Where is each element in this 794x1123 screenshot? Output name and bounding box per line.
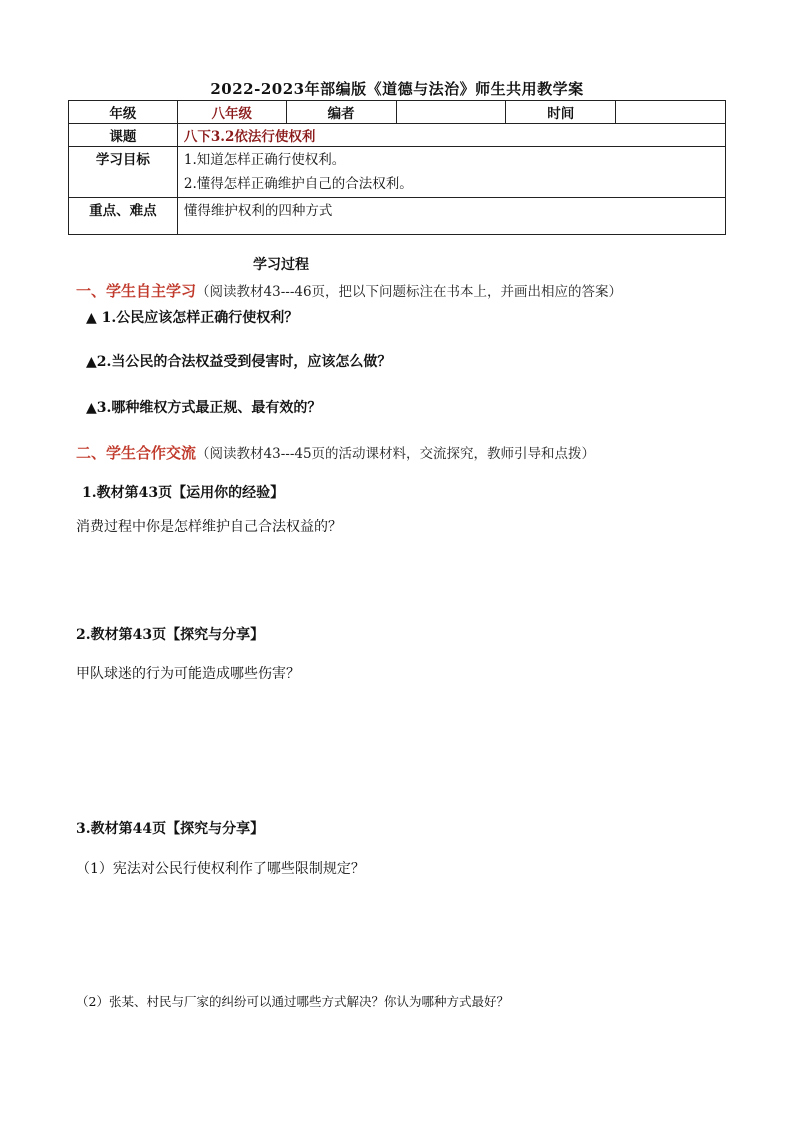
key-label: 重点、难点: [69, 198, 178, 235]
self-study-question: ▲3.哪种维权方式最正规、最有效的？: [86, 400, 322, 416]
process-title: 学习过程: [253, 257, 309, 273]
activity-title: 2.教材第43页【探究与分享】: [76, 627, 265, 643]
activity-question: （1）宪法对公民行使权利作了哪些限制规定？: [76, 861, 365, 877]
self-study-question: ▲ 1.公民应该怎样正确行使权利？: [86, 310, 299, 326]
activity-title: 1.教材第43页【运用你的经验】: [82, 485, 285, 501]
section2-header: [76, 442, 595, 463]
grade-label: 年级: [69, 101, 178, 124]
topic-value: 八下3.2依法行使权利: [177, 124, 725, 147]
page-title: 2022-2023年部编版《道德与法治》师生共用教学案: [210, 80, 584, 98]
activity-question: 甲队球迷的行为可能造成哪些伤害？: [76, 666, 300, 682]
activity-question: 消费过程中你是怎样维护自己合法权益的？: [76, 519, 342, 535]
self-study-question: ▲2.当公民的合法权益受到侵害时，应该怎么做？: [86, 354, 392, 370]
section2-note: （阅读教材43---45页的活动课材料，交流探究，教师引导和点拨）: [196, 446, 596, 462]
section1-heading: 一、学生自主学习: [76, 282, 197, 300]
editor-value: [396, 101, 506, 124]
activity-title: 3.教材第44页【探究与分享】: [76, 821, 265, 837]
goal-item: 2.懂得怎样正确维护自己的合法权利。: [183, 176, 413, 192]
time-value: [616, 101, 726, 124]
editor-label: 编者: [286, 101, 396, 124]
activity-question: （2）张某、村民与厂家的纠纷可以通过哪些方式解决？你认为哪种方式最好？: [76, 994, 509, 1009]
section2-heading: 二、学生合作交流: [76, 444, 197, 462]
section1-header: [76, 280, 622, 301]
time-label: 时间: [506, 101, 616, 124]
topic-label: 课题: [69, 124, 178, 147]
key-value: 懂得维护权利的四种方式: [177, 198, 725, 235]
grade-value: 八年级: [177, 101, 286, 124]
section1-note: （阅读教材43---46页，把以下问题标注在书本上，并画出相应的答案）: [196, 284, 623, 300]
goals-cell: [177, 147, 725, 198]
goals-label: 学习目标: [69, 147, 178, 198]
lesson-info-table: [68, 100, 726, 235]
goal-item: 1.知道怎样正确行使权利。: [183, 152, 346, 168]
